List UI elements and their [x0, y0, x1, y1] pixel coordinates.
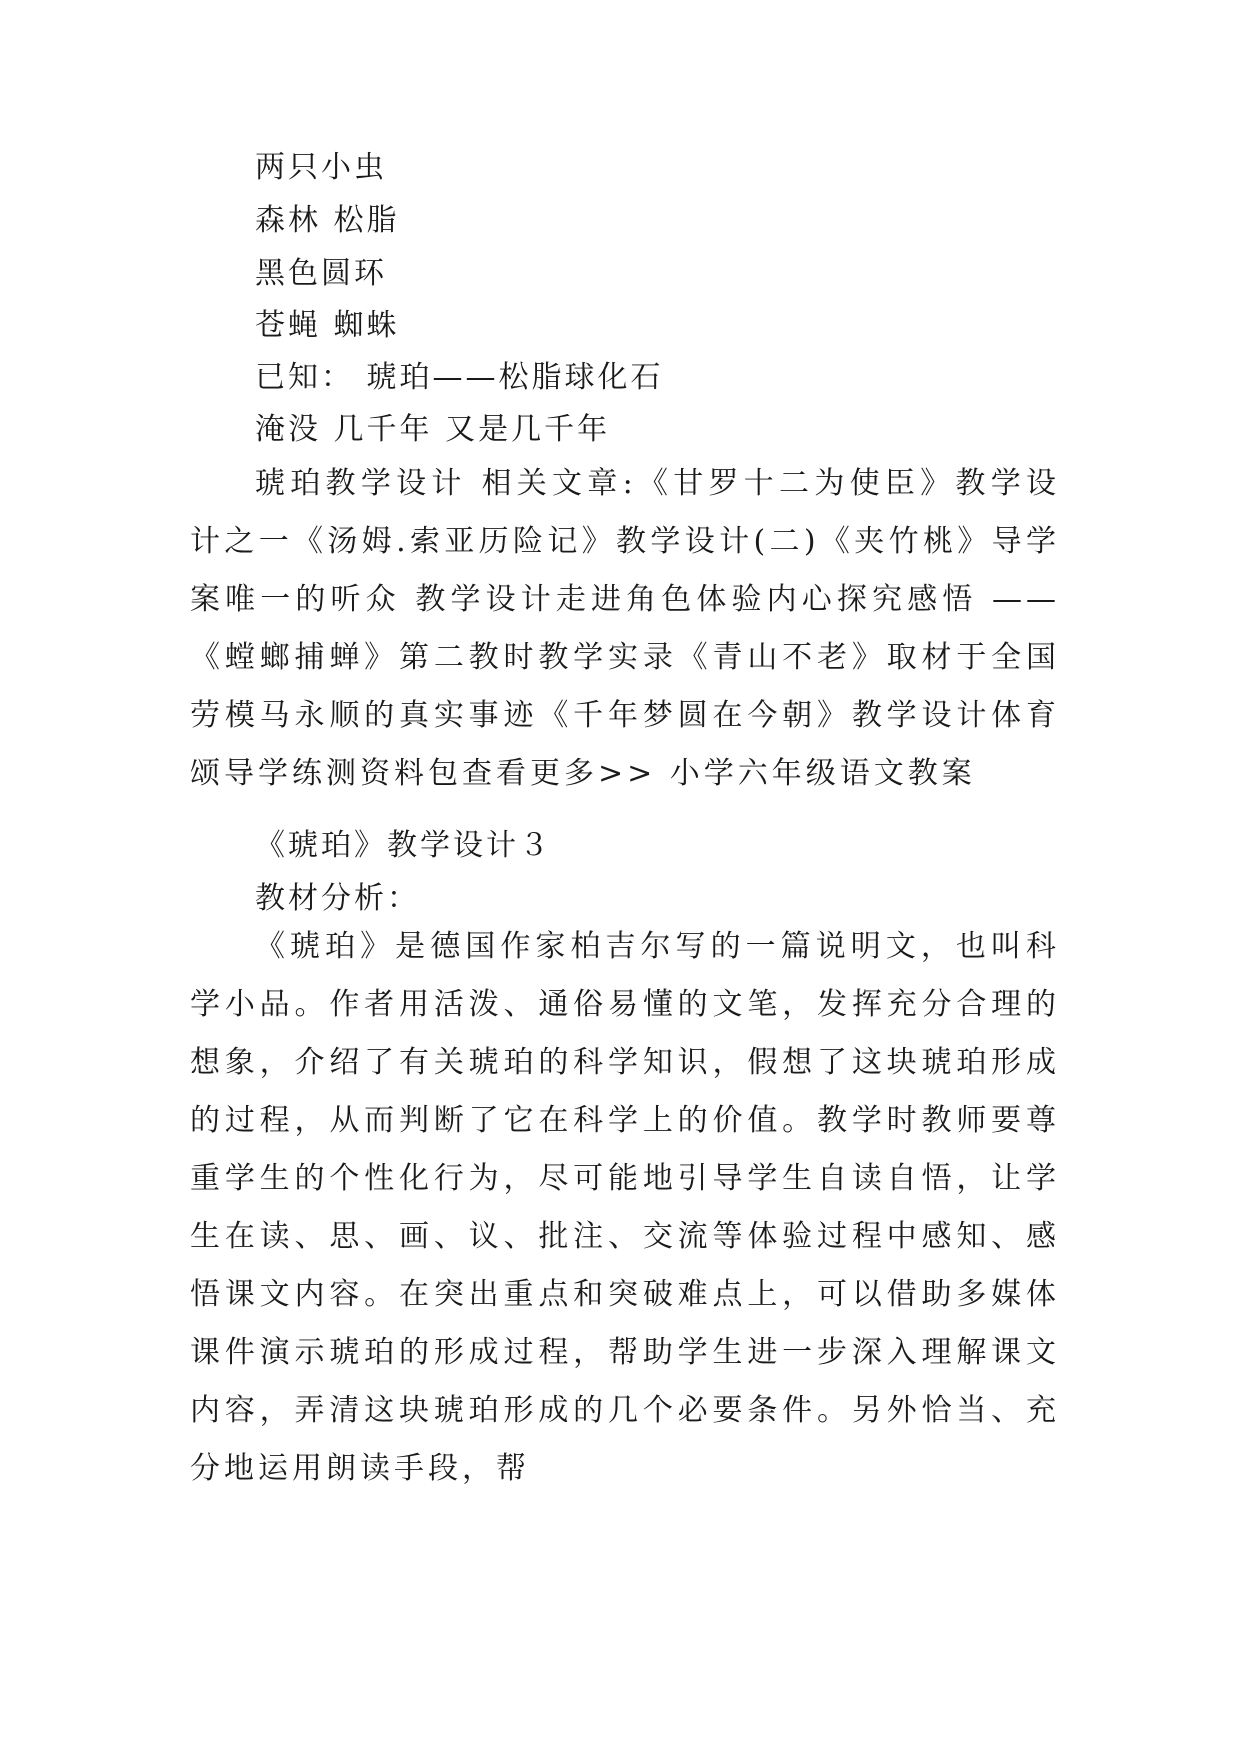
- keyword-line-4: 苍蝇 蜘蛛: [255, 308, 400, 343]
- section-title: 《琥珀》教学设计３: [255, 828, 552, 863]
- keyword-line-5: 已知： 琥珀——松脂球化石: [255, 360, 664, 395]
- analysis-heading: 教材分析：: [255, 881, 420, 916]
- analysis-paragraph: 《琥珀》是德国作家柏吉尔写的一篇说明文，也叫科学小品。作者用活泼、通俗易懂的文笔，发挥充分合理的想象，介绍了有关琥珀的科学知识，假想了这块琥珀形成的过程，从而判断了它在科学上的价值。教学时教师要尊重学生的个性化行为，尽可能地引导学生自读自悟，让学生在读、思、画、议、批注、交流等体验过程中感知、感悟课文内容。在突出重点和突破难点上，可以借助多媒体课件演示琥珀的形成过程，帮助学生进一步深入理解课文内容，弄清这块琥珀形成的几个必要条件。另外恰当、充分地运用朗读手段，帮: [190, 929, 1060, 1486]
- keyword-line-2: 森林 松脂: [255, 203, 400, 238]
- keyword-line-6: 淹没 几千年 又是几千年: [255, 412, 611, 447]
- related-articles-paragraph: 琥珀教学设计 相关文章:《甘罗十二为使臣》教学设计之一《汤姆.索亚历险记》教学设计(二)《夹竹桃》导学案唯一的听众 教学设计走进角色体验内心探究感悟 ——《螳螂捕蝉》第二教时教学实录《青山不老》取材于全国劳模马永顺的真实事迹《千年梦圆在今朝》教学设计体育颂导学练测资料包查看更多>> 小学六年级语文教案: [190, 466, 1060, 791]
- keyword-line-3: 黑色圆环: [255, 256, 387, 291]
- keyword-line-1: 两只小虫: [255, 150, 387, 185]
